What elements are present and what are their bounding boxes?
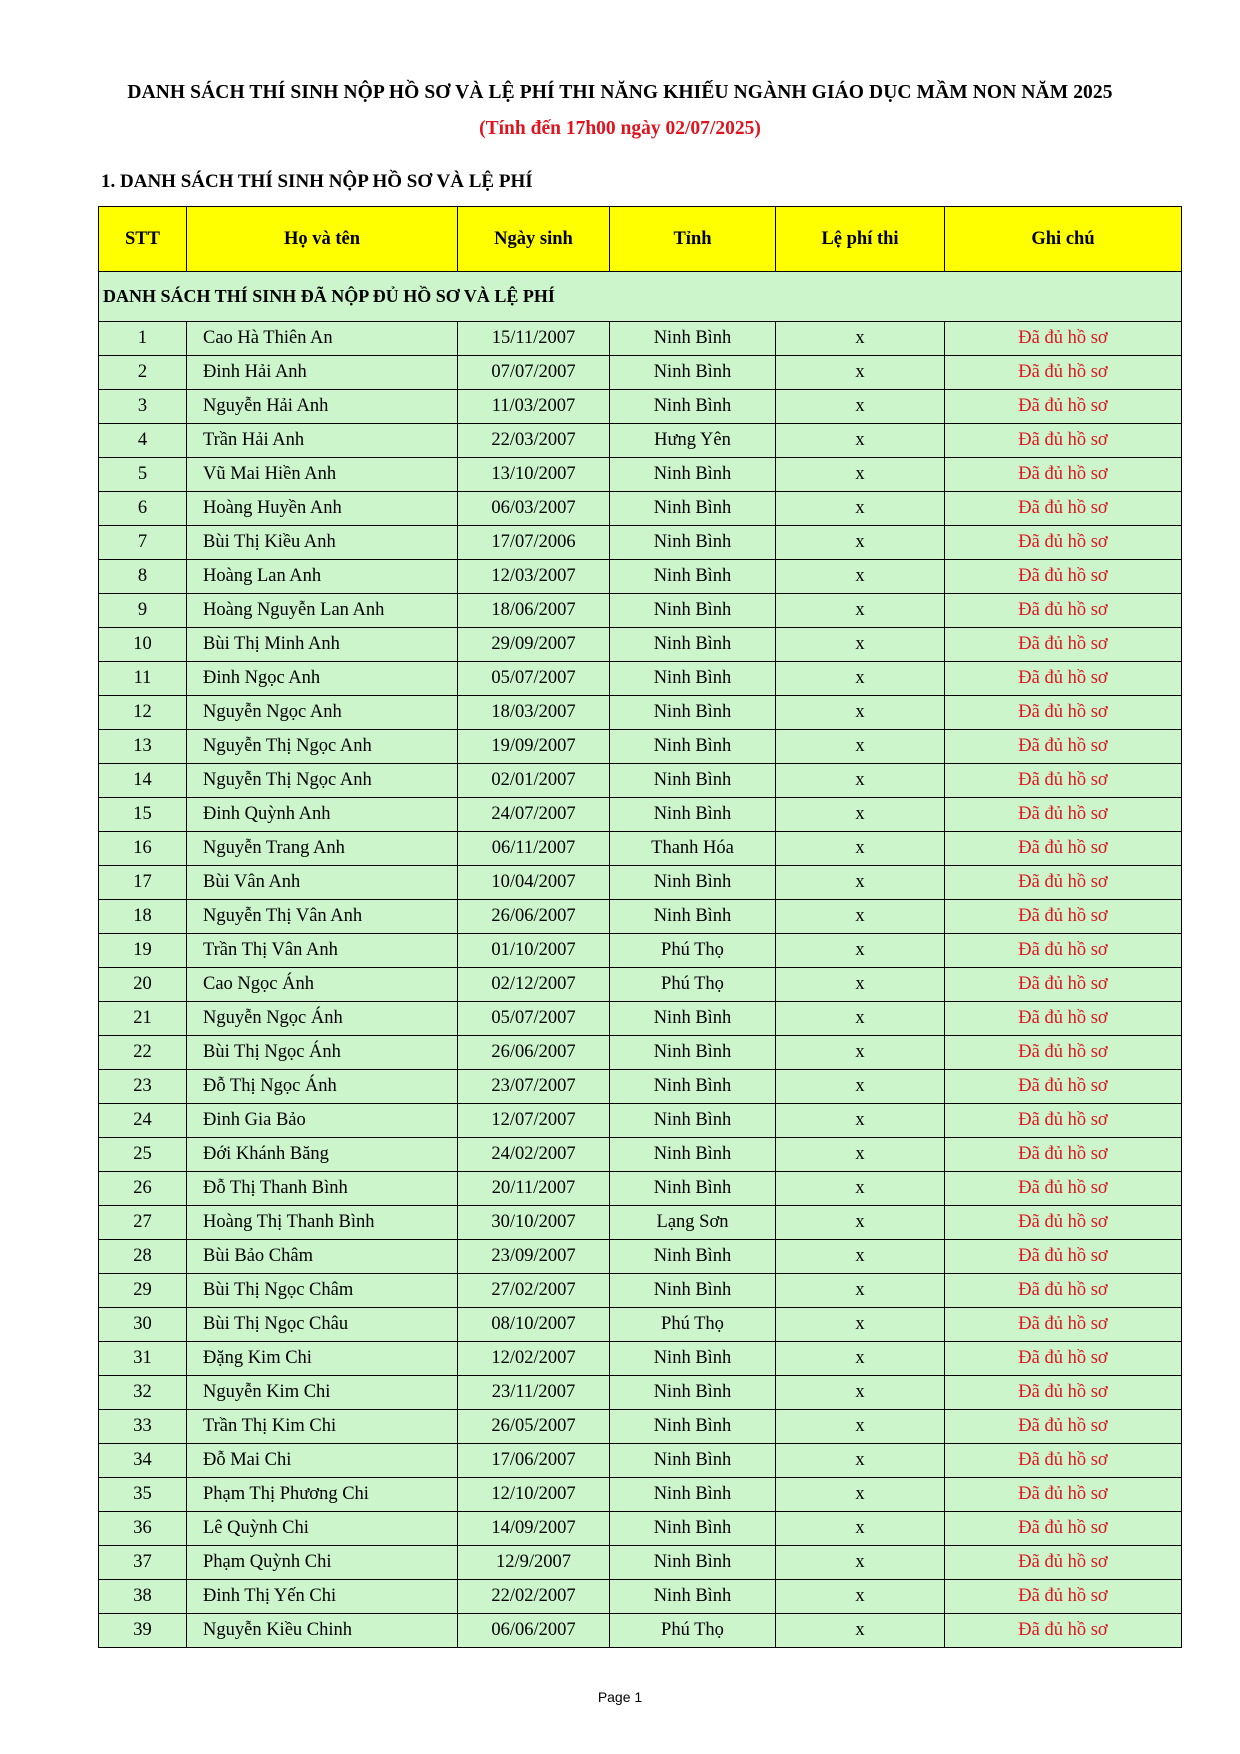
cell-fee: x: [776, 968, 945, 1002]
cell-province: Ninh Bình: [610, 696, 776, 730]
cell-province: Ninh Bình: [610, 1342, 776, 1376]
cell-fee: x: [776, 1308, 945, 1342]
table-row: [99, 968, 1182, 1002]
cell-name: Nguyễn Kiều Chinh: [187, 1614, 458, 1648]
cell-note: Đã đủ hồ sơ: [945, 900, 1182, 934]
cell-note: Đã đủ hồ sơ: [945, 1138, 1182, 1172]
table-row: [99, 1580, 1182, 1614]
cell-stt: 2: [99, 356, 187, 390]
cell-birthdate: 14/09/2007: [458, 1512, 610, 1546]
cell-note: Đã đủ hồ sơ: [945, 1478, 1182, 1512]
cell-fee: x: [776, 1376, 945, 1410]
cell-name: Bùi Bảo Châm: [187, 1240, 458, 1274]
cell-fee: x: [776, 1580, 945, 1614]
table-row: [99, 1104, 1182, 1138]
cell-name: Nguyễn Hải Anh: [187, 390, 458, 424]
table-row: [99, 1206, 1182, 1240]
cell-birthdate: 18/03/2007: [458, 696, 610, 730]
cell-province: Ninh Bình: [610, 322, 776, 356]
table-header-row: [99, 207, 1182, 272]
cell-fee: x: [776, 1342, 945, 1376]
cell-stt: 24: [99, 1104, 187, 1138]
cell-stt: 13: [99, 730, 187, 764]
cell-province: Ninh Bình: [610, 1070, 776, 1104]
cell-stt: 39: [99, 1614, 187, 1648]
cell-name: Nguyễn Kim Chi: [187, 1376, 458, 1410]
cell-name: Đinh Hải Anh: [187, 356, 458, 390]
cell-note: Đã đủ hồ sơ: [945, 662, 1182, 696]
cell-note: Đã đủ hồ sơ: [945, 1342, 1182, 1376]
cell-province: Hưng Yên: [610, 424, 776, 458]
table-row: [99, 934, 1182, 968]
cell-note: Đã đủ hồ sơ: [945, 1376, 1182, 1410]
table-row: [99, 1002, 1182, 1036]
cell-note: Đã đủ hồ sơ: [945, 458, 1182, 492]
table-row: [99, 1512, 1182, 1546]
cell-name: Bùi Thị Kiều Anh: [187, 526, 458, 560]
table-row: [99, 696, 1182, 730]
cell-fee: x: [776, 458, 945, 492]
cell-birthdate: 13/10/2007: [458, 458, 610, 492]
cell-province: Ninh Bình: [610, 764, 776, 798]
cell-fee: x: [776, 798, 945, 832]
document-title: DANH SÁCH THÍ SINH NỘP HỒ SƠ VÀ LỆ PHÍ THI NĂNG KHIẾU NGÀNH GIÁO DỤC MẦM NON NĂM 2025: [127, 82, 1113, 103]
table-row: [99, 1478, 1182, 1512]
cell-fee: x: [776, 1478, 945, 1512]
cell-stt: 30: [99, 1308, 187, 1342]
cell-note: Đã đủ hồ sơ: [945, 492, 1182, 526]
cell-name: Đới Khánh Băng: [187, 1138, 458, 1172]
cell-name: Đỗ Thị Ngọc Ánh: [187, 1070, 458, 1104]
cell-stt: 17: [99, 866, 187, 900]
cell-birthdate: 12/07/2007: [458, 1104, 610, 1138]
cell-stt: 38: [99, 1580, 187, 1614]
cell-stt: 34: [99, 1444, 187, 1478]
cell-fee: x: [776, 628, 945, 662]
cell-birthdate: 06/06/2007: [458, 1614, 610, 1648]
cell-note: Đã đủ hồ sơ: [945, 1206, 1182, 1240]
cell-fee: x: [776, 424, 945, 458]
cell-province: Thanh Hóa: [610, 832, 776, 866]
cell-province: Ninh Bình: [610, 1002, 776, 1036]
cell-note: Đã đủ hồ sơ: [945, 1444, 1182, 1478]
cell-province: Ninh Bình: [610, 356, 776, 390]
cell-note: Đã đủ hồ sơ: [945, 1274, 1182, 1308]
cell-province: Ninh Bình: [610, 458, 776, 492]
cell-name: Nguyễn Thị Ngọc Anh: [187, 764, 458, 798]
document-subtitle: (Tính đến 17h00 ngày 02/07/2025): [479, 118, 761, 139]
header-name: Họ và tên: [187, 207, 458, 272]
table-row: [99, 1444, 1182, 1478]
cell-province: Ninh Bình: [610, 1546, 776, 1580]
cell-note: Đã đủ hồ sơ: [945, 1308, 1182, 1342]
cell-fee: x: [776, 390, 945, 424]
cell-fee: x: [776, 1444, 945, 1478]
cell-name: Cao Ngọc Ánh: [187, 968, 458, 1002]
cell-birthdate: 24/07/2007: [458, 798, 610, 832]
cell-stt: 31: [99, 1342, 187, 1376]
table-row: [99, 1274, 1182, 1308]
cell-note: Đã đủ hồ sơ: [945, 1240, 1182, 1274]
cell-note: Đã đủ hồ sơ: [945, 1070, 1182, 1104]
cell-province: Ninh Bình: [610, 1274, 776, 1308]
cell-stt: 18: [99, 900, 187, 934]
cell-province: Ninh Bình: [610, 662, 776, 696]
cell-province: Ninh Bình: [610, 1376, 776, 1410]
cell-province: Ninh Bình: [610, 526, 776, 560]
table-row: [99, 1172, 1182, 1206]
section-heading: 1. DANH SÁCH THÍ SINH NỘP HỒ SƠ VÀ LỆ PHÍ: [101, 171, 533, 192]
table-row: [99, 1036, 1182, 1070]
cell-name: Nguyễn Ngọc Anh: [187, 696, 458, 730]
cell-note: Đã đủ hồ sơ: [945, 1580, 1182, 1614]
cell-birthdate: 17/06/2007: [458, 1444, 610, 1478]
cell-province: Ninh Bình: [610, 1172, 776, 1206]
cell-stt: 25: [99, 1138, 187, 1172]
cell-name: Bùi Thị Ngọc Ánh: [187, 1036, 458, 1070]
cell-note: Đã đủ hồ sơ: [945, 526, 1182, 560]
cell-name: Đinh Thị Yến Chi: [187, 1580, 458, 1614]
cell-fee: x: [776, 1070, 945, 1104]
cell-note: Đã đủ hồ sơ: [945, 390, 1182, 424]
cell-fee: x: [776, 1410, 945, 1444]
cell-province: Ninh Bình: [610, 1240, 776, 1274]
table-row: [99, 1070, 1182, 1104]
cell-birthdate: 12/03/2007: [458, 560, 610, 594]
table-row: [99, 1410, 1182, 1444]
table-row: [99, 356, 1182, 390]
cell-name: Cao Hà Thiên An: [187, 322, 458, 356]
cell-province: Phú Thọ: [610, 1614, 776, 1648]
cell-note: Đã đủ hồ sơ: [945, 1512, 1182, 1546]
cell-fee: x: [776, 322, 945, 356]
table-row: [99, 798, 1182, 832]
cell-province: Ninh Bình: [610, 594, 776, 628]
cell-name: Bùi Vân Anh: [187, 866, 458, 900]
cell-name: Nguyễn Ngọc Ánh: [187, 1002, 458, 1036]
header-note: Ghi chú: [945, 207, 1182, 272]
cell-province: Ninh Bình: [610, 1036, 776, 1070]
cell-stt: 29: [99, 1274, 187, 1308]
table-row: [99, 492, 1182, 526]
cell-province: Ninh Bình: [610, 390, 776, 424]
cell-fee: x: [776, 1104, 945, 1138]
cell-stt: 32: [99, 1376, 187, 1410]
cell-stt: 37: [99, 1546, 187, 1580]
cell-fee: x: [776, 560, 945, 594]
cell-birthdate: 02/12/2007: [458, 968, 610, 1002]
cell-birthdate: 23/11/2007: [458, 1376, 610, 1410]
cell-name: Hoàng Huyền Anh: [187, 492, 458, 526]
cell-fee: x: [776, 356, 945, 390]
cell-birthdate: 05/07/2007: [458, 662, 610, 696]
cell-fee: x: [776, 730, 945, 764]
cell-fee: x: [776, 1138, 945, 1172]
cell-birthdate: 26/06/2007: [458, 900, 610, 934]
cell-note: Đã đủ hồ sơ: [945, 1002, 1182, 1036]
cell-stt: 19: [99, 934, 187, 968]
cell-note: Đã đủ hồ sơ: [945, 832, 1182, 866]
header-stt: STT: [99, 207, 187, 272]
cell-stt: 5: [99, 458, 187, 492]
cell-province: Phú Thọ: [610, 1308, 776, 1342]
cell-stt: 20: [99, 968, 187, 1002]
cell-stt: 8: [99, 560, 187, 594]
cell-note: Đã đủ hồ sơ: [945, 1546, 1182, 1580]
table-row: [99, 1138, 1182, 1172]
cell-stt: 27: [99, 1206, 187, 1240]
table-row: [99, 390, 1182, 424]
cell-name: Phạm Thị Phương Chi: [187, 1478, 458, 1512]
cell-birthdate: 02/01/2007: [458, 764, 610, 798]
header-province: Tỉnh: [610, 207, 776, 272]
cell-note: Đã đủ hồ sơ: [945, 696, 1182, 730]
cell-note: Đã đủ hồ sơ: [945, 968, 1182, 1002]
cell-province: Ninh Bình: [610, 1512, 776, 1546]
cell-province: Ninh Bình: [610, 1104, 776, 1138]
cell-fee: x: [776, 1172, 945, 1206]
cell-note: Đã đủ hồ sơ: [945, 730, 1182, 764]
cell-fee: x: [776, 594, 945, 628]
cell-birthdate: 01/10/2007: [458, 934, 610, 968]
cell-province: Ninh Bình: [610, 866, 776, 900]
table-row: [99, 594, 1182, 628]
cell-fee: x: [776, 1546, 945, 1580]
table-row: [99, 764, 1182, 798]
cell-birthdate: 24/02/2007: [458, 1138, 610, 1172]
table-row: [99, 1376, 1182, 1410]
cell-birthdate: 15/11/2007: [458, 322, 610, 356]
cell-stt: 35: [99, 1478, 187, 1512]
cell-province: Phú Thọ: [610, 934, 776, 968]
cell-fee: x: [776, 764, 945, 798]
cell-stt: 12: [99, 696, 187, 730]
cell-birthdate: 11/03/2007: [458, 390, 610, 424]
cell-birthdate: 20/11/2007: [458, 1172, 610, 1206]
candidate-table: [98, 206, 1182, 1648]
table-row: [99, 526, 1182, 560]
cell-birthdate: 26/05/2007: [458, 1410, 610, 1444]
cell-stt: 7: [99, 526, 187, 560]
cell-fee: x: [776, 1274, 945, 1308]
table-row: [99, 730, 1182, 764]
cell-fee: x: [776, 900, 945, 934]
cell-note: Đã đủ hồ sơ: [945, 594, 1182, 628]
cell-birthdate: 23/09/2007: [458, 1240, 610, 1274]
cell-birthdate: 10/04/2007: [458, 866, 610, 900]
cell-name: Đỗ Thị Thanh Bình: [187, 1172, 458, 1206]
cell-province: Lạng Sơn: [610, 1206, 776, 1240]
table-row: [99, 424, 1182, 458]
cell-fee: x: [776, 526, 945, 560]
cell-fee: x: [776, 1036, 945, 1070]
cell-stt: 16: [99, 832, 187, 866]
cell-birthdate: 27/02/2007: [458, 1274, 610, 1308]
group-row: [99, 272, 1182, 322]
cell-stt: 28: [99, 1240, 187, 1274]
table-row: [99, 1240, 1182, 1274]
cell-fee: x: [776, 832, 945, 866]
cell-stt: 6: [99, 492, 187, 526]
cell-note: Đã đủ hồ sơ: [945, 764, 1182, 798]
cell-name: Trần Thị Kim Chi: [187, 1410, 458, 1444]
cell-name: Trần Hải Anh: [187, 424, 458, 458]
cell-name: Nguyễn Trang Anh: [187, 832, 458, 866]
table-row: [99, 832, 1182, 866]
cell-name: Vũ Mai Hiền Anh: [187, 458, 458, 492]
cell-province: Ninh Bình: [610, 1580, 776, 1614]
cell-province: Ninh Bình: [610, 1478, 776, 1512]
cell-stt: 3: [99, 390, 187, 424]
table-row: [99, 1342, 1182, 1376]
cell-name: Trần Thị Vân Anh: [187, 934, 458, 968]
table-row: [99, 322, 1182, 356]
cell-birthdate: 07/07/2007: [458, 356, 610, 390]
cell-stt: 15: [99, 798, 187, 832]
cell-birthdate: 30/10/2007: [458, 1206, 610, 1240]
cell-fee: x: [776, 1002, 945, 1036]
cell-province: Ninh Bình: [610, 492, 776, 526]
cell-note: Đã đủ hồ sơ: [945, 424, 1182, 458]
cell-note: Đã đủ hồ sơ: [945, 798, 1182, 832]
cell-stt: 33: [99, 1410, 187, 1444]
cell-fee: x: [776, 1240, 945, 1274]
cell-stt: 21: [99, 1002, 187, 1036]
cell-name: Đinh Gia Bảo: [187, 1104, 458, 1138]
cell-fee: x: [776, 696, 945, 730]
cell-birthdate: 12/02/2007: [458, 1342, 610, 1376]
cell-name: Đỗ Mai Chi: [187, 1444, 458, 1478]
cell-stt: 23: [99, 1070, 187, 1104]
cell-note: Đã đủ hồ sơ: [945, 356, 1182, 390]
cell-name: Nguyễn Thị Ngọc Anh: [187, 730, 458, 764]
cell-name: Phạm Quỳnh Chi: [187, 1546, 458, 1580]
cell-stt: 14: [99, 764, 187, 798]
cell-province: Ninh Bình: [610, 730, 776, 764]
table-row: [99, 900, 1182, 934]
cell-note: Đã đủ hồ sơ: [945, 628, 1182, 662]
cell-province: Ninh Bình: [610, 1410, 776, 1444]
table-row: [99, 866, 1182, 900]
cell-fee: x: [776, 934, 945, 968]
cell-fee: x: [776, 1206, 945, 1240]
group-label: DANH SÁCH THÍ SINH ĐÃ NỘP ĐỦ HỒ SƠ VÀ LỆ PHÍ: [99, 272, 1182, 322]
cell-name: Bùi Thị Ngọc Châu: [187, 1308, 458, 1342]
cell-birthdate: 18/06/2007: [458, 594, 610, 628]
cell-name: Hoàng Lan Anh: [187, 560, 458, 594]
cell-birthdate: 08/10/2007: [458, 1308, 610, 1342]
cell-birthdate: 22/03/2007: [458, 424, 610, 458]
cell-birthdate: 23/07/2007: [458, 1070, 610, 1104]
cell-birthdate: 12/9/2007: [458, 1546, 610, 1580]
cell-stt: 11: [99, 662, 187, 696]
cell-birthdate: 26/06/2007: [458, 1036, 610, 1070]
cell-province: Ninh Bình: [610, 1444, 776, 1478]
cell-province: Ninh Bình: [610, 560, 776, 594]
cell-birthdate: 12/10/2007: [458, 1478, 610, 1512]
header-fee: Lệ phí thi: [776, 207, 945, 272]
cell-province: Ninh Bình: [610, 628, 776, 662]
cell-note: Đã đủ hồ sơ: [945, 934, 1182, 968]
cell-province: Ninh Bình: [610, 1138, 776, 1172]
cell-note: Đã đủ hồ sơ: [945, 560, 1182, 594]
cell-note: Đã đủ hồ sơ: [945, 866, 1182, 900]
cell-note: Đã đủ hồ sơ: [945, 1036, 1182, 1070]
cell-birthdate: 22/02/2007: [458, 1580, 610, 1614]
cell-name: Bùi Thị Ngọc Châm: [187, 1274, 458, 1308]
cell-birthdate: 05/07/2007: [458, 1002, 610, 1036]
cell-stt: 36: [99, 1512, 187, 1546]
page-footer: Page 1: [597, 1689, 643, 1705]
cell-name: Đặng Kim Chi: [187, 1342, 458, 1376]
cell-note: Đã đủ hồ sơ: [945, 1614, 1182, 1648]
cell-name: Đinh Quỳnh Anh: [187, 798, 458, 832]
cell-note: Đã đủ hồ sơ: [945, 1104, 1182, 1138]
table-row: [99, 1614, 1182, 1648]
table-row: [99, 1308, 1182, 1342]
table-row: [99, 662, 1182, 696]
cell-birthdate: 17/07/2006: [458, 526, 610, 560]
cell-fee: x: [776, 1512, 945, 1546]
cell-name: Lê Quỳnh Chi: [187, 1512, 458, 1546]
cell-fee: x: [776, 492, 945, 526]
cell-stt: 22: [99, 1036, 187, 1070]
table-row: [99, 560, 1182, 594]
table-row: [99, 1546, 1182, 1580]
cell-note: Đã đủ hồ sơ: [945, 1172, 1182, 1206]
cell-name: Hoàng Nguyễn Lan Anh: [187, 594, 458, 628]
table-row: [99, 628, 1182, 662]
cell-birthdate: 06/11/2007: [458, 832, 610, 866]
cell-birthdate: 19/09/2007: [458, 730, 610, 764]
cell-fee: x: [776, 1614, 945, 1648]
cell-name: Bùi Thị Minh Anh: [187, 628, 458, 662]
cell-stt: 26: [99, 1172, 187, 1206]
cell-birthdate: 29/09/2007: [458, 628, 610, 662]
cell-note: Đã đủ hồ sơ: [945, 322, 1182, 356]
cell-name: Hoàng Thị Thanh Bình: [187, 1206, 458, 1240]
header-birthdate: Ngày sinh: [458, 207, 610, 272]
cell-stt: 1: [99, 322, 187, 356]
cell-note: Đã đủ hồ sơ: [945, 1410, 1182, 1444]
table-row: [99, 458, 1182, 492]
cell-fee: x: [776, 662, 945, 696]
cell-province: Ninh Bình: [610, 900, 776, 934]
cell-name: Đinh Ngọc Anh: [187, 662, 458, 696]
cell-fee: x: [776, 866, 945, 900]
cell-stt: 4: [99, 424, 187, 458]
cell-province: Phú Thọ: [610, 968, 776, 1002]
cell-stt: 9: [99, 594, 187, 628]
cell-province: Ninh Bình: [610, 798, 776, 832]
cell-name: Nguyễn Thị Vân Anh: [187, 900, 458, 934]
cell-stt: 10: [99, 628, 187, 662]
cell-birthdate: 06/03/2007: [458, 492, 610, 526]
